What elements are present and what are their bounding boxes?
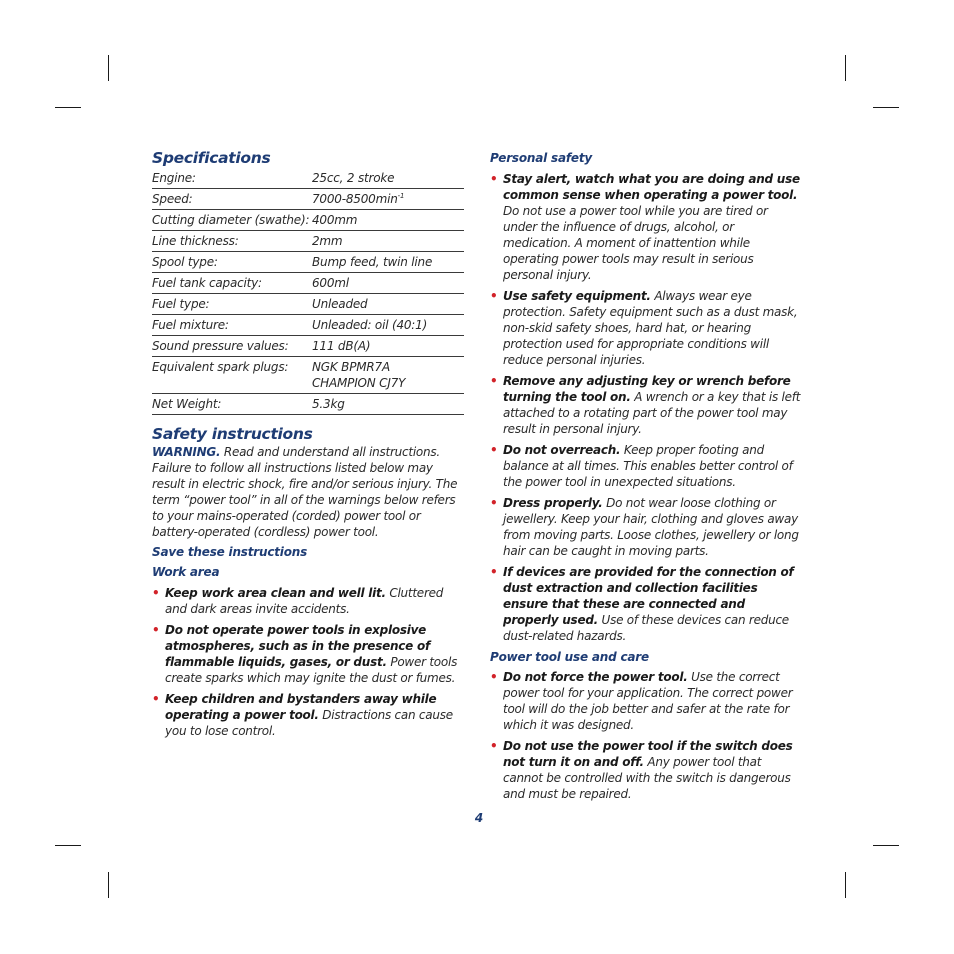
bullet-icon: •: [490, 565, 498, 579]
work-area-list: [152, 585, 464, 739]
item-bold-text: Do not overreach.: [503, 443, 621, 457]
spec-label: Sound pressure values:: [152, 339, 289, 353]
item-text: A wrench or a key that is left attached to a rotating part of the power tool may result in personal injury.: [503, 390, 801, 436]
spec-value: [312, 273, 464, 294]
list-item: [152, 691, 464, 739]
item-bold-text: Keep children and bystanders away while operating a power tool.: [165, 692, 437, 722]
item-bold-text: Remove any adjusting key or wrench before turning the tool on.: [503, 374, 791, 404]
spec-value-text: 600ml: [312, 276, 349, 290]
item-text: Cluttered and dark areas invite accidents.: [165, 586, 444, 616]
spec-label: Fuel mixture:: [152, 318, 229, 332]
page-number: 4: [474, 811, 484, 825]
spec-value: [312, 336, 464, 357]
bullet-icon: •: [490, 443, 498, 457]
list-item: [490, 171, 802, 283]
spec-value: [312, 294, 464, 315]
item-bold-text: Use safety equipment.: [503, 289, 651, 303]
item-bold-text: Stay alert, watch what you are doing and use common sense when operating a power tool.: [503, 172, 800, 202]
item-bold-text: Do not use the power tool if the switch does not turn it on and off.: [503, 739, 793, 769]
left-column: [152, 148, 464, 744]
item-text: Power tools create sparks which may ignite the dust or fumes.: [165, 655, 458, 685]
crop-mark: [873, 107, 899, 108]
spec-label: Engine:: [152, 171, 196, 185]
list-item: [152, 585, 464, 617]
spec-row: [152, 231, 464, 252]
item-text: Distractions can cause you to lose control.: [165, 708, 453, 738]
bullet-icon: •: [490, 670, 498, 684]
warning-label: WARNING.: [152, 445, 221, 459]
spec-value-text: Unleaded: [312, 297, 368, 311]
spec-value: [312, 394, 464, 415]
spec-row: [152, 294, 464, 315]
bullet-icon: •: [152, 623, 160, 637]
spec-value-text: 5.3kg: [312, 397, 345, 411]
spec-value: [312, 231, 464, 252]
spec-value: [312, 252, 464, 273]
item-text: Use of these devices can reduce dust-related hazards.: [503, 613, 789, 643]
spec-value-text: 25cc, 2 stroke: [312, 171, 395, 185]
list-item: [152, 622, 464, 686]
spec-value-text: NGK BPMR7A: [312, 360, 390, 374]
safety-heading: Safety instructions: [152, 425, 313, 443]
bullet-icon: •: [490, 739, 498, 753]
item-bold-text: Dress properly.: [503, 496, 603, 510]
crop-mark: [845, 55, 846, 81]
crop-mark: [845, 872, 846, 898]
spec-label: Speed:: [152, 192, 193, 206]
spec-label: Spool type:: [152, 255, 218, 269]
spec-value: [312, 189, 464, 210]
item-bold-text: Keep work area clean and well lit.: [165, 586, 386, 600]
spec-row: [152, 210, 464, 231]
item-text: Use the correct power tool for your application. The correct power tool will do the job better and safer at the rate for which it was designed.: [503, 670, 793, 732]
spec-row: [152, 357, 464, 394]
bullet-icon: •: [152, 692, 160, 706]
spec-label: Cutting diameter (swathe):: [152, 213, 310, 227]
spec-value-text: Unleaded: oil (40:1): [312, 318, 428, 332]
spec-row: [152, 315, 464, 336]
personal-safety-list: [490, 171, 802, 644]
personal-safety-heading: Personal safety: [490, 151, 593, 165]
spec-value: [312, 315, 464, 336]
spec-label: Equivalent spark plugs:: [152, 360, 289, 374]
spec-label: Fuel type:: [152, 297, 210, 311]
crop-mark: [873, 845, 899, 846]
list-item: [490, 442, 802, 490]
list-item: [490, 288, 802, 368]
spec-value: [312, 210, 464, 231]
spec-label: Fuel tank capacity:: [152, 276, 262, 290]
spec-label: Net Weight:: [152, 397, 222, 411]
crop-mark: [108, 55, 109, 81]
right-column: [490, 148, 802, 807]
specifications-table: [152, 168, 464, 415]
item-bold-text: Do not operate power tools in explosive atmospheres, such as in the presence of flammable liquids, gases, or dust.: [165, 623, 430, 669]
crop-mark: [55, 845, 81, 846]
bullet-icon: •: [152, 586, 160, 600]
warning-paragraph: [152, 444, 464, 540]
bullet-icon: •: [490, 374, 498, 388]
crop-mark: [55, 107, 81, 108]
item-bold-text: Do not force the power tool.: [503, 670, 688, 684]
spec-label: Line thickness:: [152, 234, 239, 248]
bullet-icon: •: [490, 172, 498, 186]
save-instructions-heading: Save these instructions: [152, 545, 308, 559]
item-text: Always wear eye protection. Safety equipment such as a dust mask, non-skid safety shoes, hard hat, or hearing protection used for appropriate conditions will reduce personal injuries.: [503, 289, 798, 367]
list-item: [490, 564, 802, 644]
spec-value-text: 111 dB(A): [312, 339, 371, 353]
spec-value-text: 400mm: [312, 213, 358, 227]
spec-row: [152, 168, 464, 189]
list-item: [490, 738, 802, 802]
spec-value-text: CHAMPION CJ7Y: [312, 376, 406, 390]
spec-row: [152, 336, 464, 357]
list-item: [490, 373, 802, 437]
item-text: Do not wear loose clothing or jewellery. Keep your hair, clothing and gloves away from moving parts. Loose clothes, jewellery or long hair can be caught in moving parts.: [503, 496, 799, 558]
item-text: Keep proper footing and balance at all times. This enables better control of the power tool in unexpected situations.: [503, 443, 793, 489]
spec-value-superscript: -1: [397, 192, 405, 200]
bullet-icon: •: [490, 289, 498, 303]
specifications-heading: Specifications: [152, 149, 271, 167]
spec-value-text: 7000-8500min: [312, 192, 398, 206]
power-tool-use-list: [490, 669, 802, 802]
spec-row: [152, 189, 464, 210]
spec-value-text: Bump feed, twin line: [312, 255, 433, 269]
spec-row: [152, 394, 464, 415]
warning-text: Read and understand all instructions. Failure to follow all instructions listed below may result in electric shock, fire and/or serious injury. The term “power tool” in all of the warnings below refers to your mains-operated (corded) power tool or battery-operated (cordless) power tool.: [152, 445, 458, 539]
spec-value: [312, 168, 464, 189]
spec-row: [152, 273, 464, 294]
list-item: [490, 669, 802, 733]
spec-row: [152, 252, 464, 273]
crop-mark: [108, 872, 109, 898]
spec-value-text: 2mm: [312, 234, 343, 248]
item-bold-text: If devices are provided for the connection of dust extraction and collection facilities ensure that these are connected and properly used.: [503, 565, 794, 627]
item-text: Do not use a power tool while you are tired or under the influence of drugs, alcohol, or medication. A moment of inattention while operating power tools may result in serious personal injury.: [503, 204, 768, 282]
spec-value: [312, 357, 464, 394]
bullet-icon: •: [490, 496, 498, 510]
list-item: [490, 495, 802, 559]
power-tool-use-heading: Power tool use and care: [490, 650, 649, 664]
item-text: Any power tool that cannot be controlled with the switch is dangerous and must be repaired.: [503, 755, 791, 801]
work-area-heading: Work area: [152, 565, 220, 579]
